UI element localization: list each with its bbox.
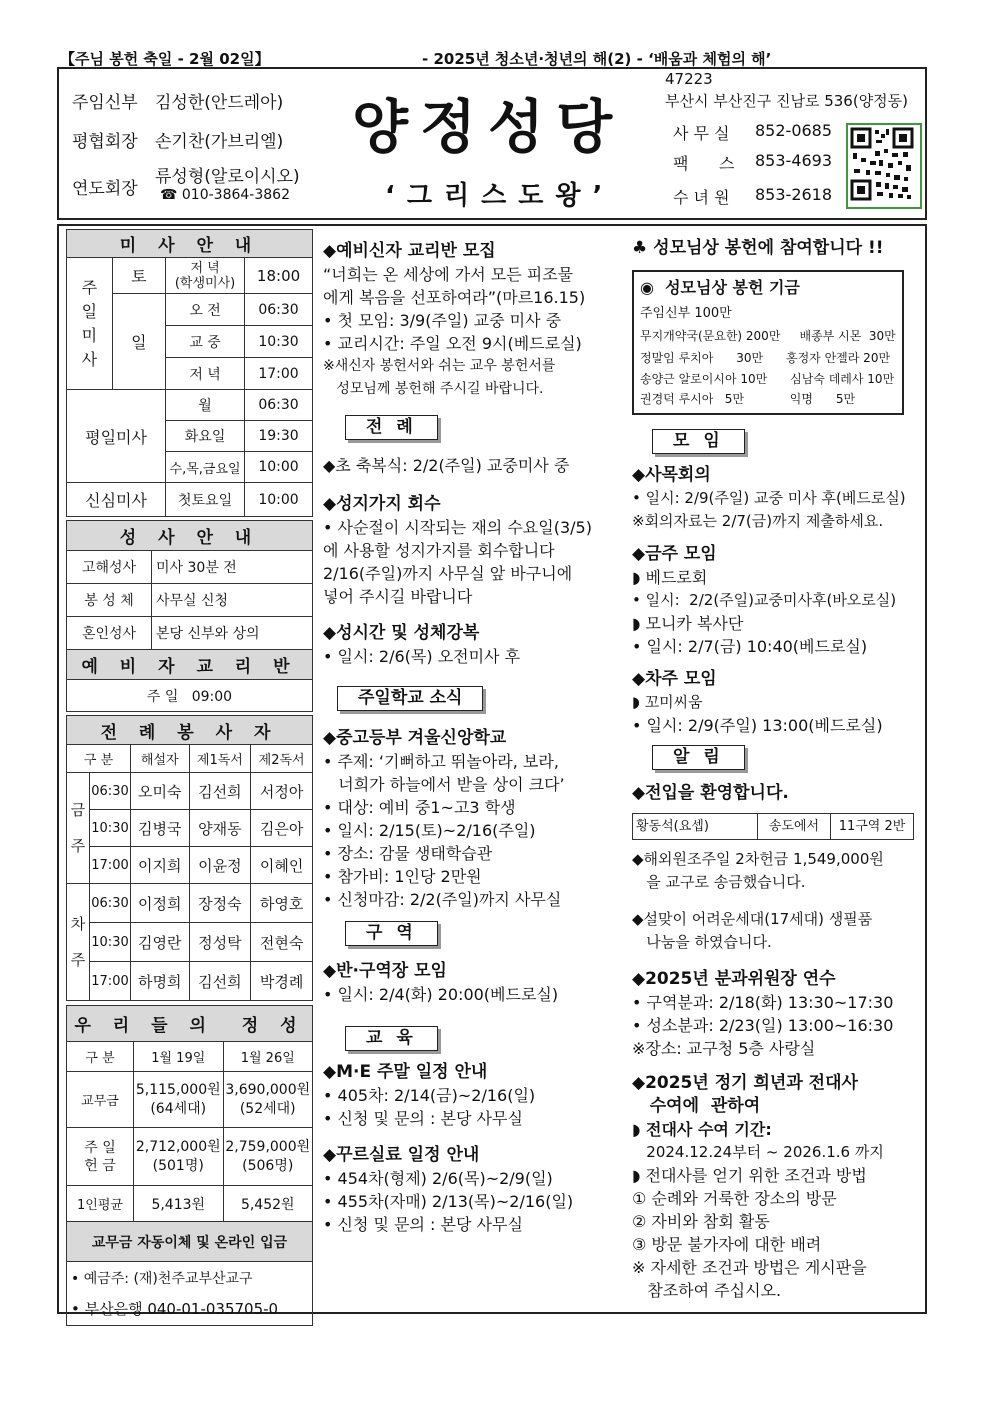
text-line: • 일시: 2/6(목) 오전미사 후 [323,647,521,666]
yeondo-name: 류성형(알로이시오) [155,167,300,187]
server-time: 06:30 [90,773,131,810]
welcome-cell: 11구역 2반 [831,814,914,840]
commentator: 이지희 [131,847,190,884]
donor-line: 정말임 루치아 30만 홍정자 안젤라 20만 [640,351,891,365]
weekday-time: 06:30 [245,390,313,421]
reader-2: 김은아 [251,810,313,847]
commentator: 하명희 [131,962,190,1001]
feast-date: 【주님 봉헌 축일 - 2월 02일】 [60,50,270,68]
welcome-table [632,813,914,840]
council-name: 손기찬(가브리엘) [155,132,284,152]
text-line: • 일시: 2/9(주일) 13:00(베드로실) [632,716,883,735]
offering-value: 2,759,000원 (506명) [223,1128,313,1186]
text-line: ◆해외원조주일 2차헌금 1,549,000원 [632,850,884,868]
text-line: ◆설맞이 어려운세대(17세대) 생필품 [632,910,873,928]
fund-title: ◉ 성모님상 봉헌 기금 [640,278,800,297]
text-line: • 성소분과: 2/23(일) 13:00~16:30 [632,1016,894,1035]
server-time: 10:30 [90,923,131,962]
weekday-time: 10:00 [245,452,313,483]
text-line: • 일시: 2/15(토)~2/16(주일) [323,821,536,840]
sacrament-kind: 혼인성사 [67,617,152,650]
catechumen-title: ◆예비신자 교리반 모집 [323,241,496,261]
offering-value: 2,712,000원 (501명) [134,1128,224,1186]
offering-col: 1월 26일 [223,1042,313,1072]
offering-heading: 우 리 들 의 정 성 [67,1006,313,1042]
week-label: 금 주 [67,773,90,884]
welcome-cell: 황동석(요셉) [633,814,758,840]
text-line: 에 사용할 성지가지를 회수합니다 [323,541,555,560]
pastoral-title: ◆사목회의 [632,465,711,485]
winter-school-title: ◆중고등부 겨울신앙학교 [323,728,507,748]
donor-line: 주임신부 100만 [640,306,732,321]
text-line: • 455차(자매) 2/13(목)~2/16(일) [323,1192,574,1211]
sacrament-table [66,520,313,712]
year-theme: - 2025년 청소년·청년의 해(2) - ‘배움과 체험의 해’ [422,50,772,68]
postcode: 47223 [665,70,713,88]
sun-time: 10:30 [245,326,313,358]
servers-col: 제2독서 [251,745,313,773]
text-line: ② 자비와 참회 활동 [632,1212,770,1231]
reader-1: 정성탁 [189,923,251,962]
text-line: ※회의자료는 2/7(금)까지 제출하세요. [632,512,884,530]
cursillo-title: ◆꾸르실료 일정 안내 [323,1145,480,1165]
commentator: 이정희 [131,884,190,923]
qr-code-icon[interactable] [846,123,922,209]
reader-1: 양재동 [189,810,251,847]
devotion-kind: 첫토요일 [166,483,245,517]
mass-table [66,229,313,517]
fund-box [632,270,904,415]
commentator: 오미숙 [131,773,190,810]
offering-kind: 1인평균 [67,1186,134,1222]
sat-kind: 저 녁 (학생미사) [166,258,245,294]
servers-col: 구 분 [67,745,131,773]
reader-2: 박경례 [251,962,313,1001]
notice-label: 알 림 [652,745,745,770]
middle-column [323,240,618,1236]
sacrament-value: 본당 신부와 상의 [152,617,313,650]
sun-kind: 교 중 [166,326,245,358]
offering-value: 5,413원 [134,1186,224,1222]
server-time: 06:30 [90,884,131,923]
holy-hour-title: ◆성시간 및 성체강복 [323,623,480,643]
sacrament-heading: 성 사 안 내 [67,521,313,551]
pastor-name: 김성한(안드레아) [155,93,284,113]
text-line: ◗ 모니카 복사단 [632,614,744,633]
meeting-label: 모 임 [652,429,745,454]
commentator: 김영란 [131,923,190,962]
catechumen-time: 주 일 09:00 [67,680,313,712]
yeondo-label: 연도회장 [72,179,138,199]
district-label: 구 역 [345,921,438,946]
convent-label: 수 녀 원 [673,188,730,207]
offering-table [66,1005,313,1326]
council-label: 평협회장 [72,132,138,152]
text-line: • 구역분과: 2/18(화) 13:30~17:30 [632,993,894,1012]
sun-label: 일 [112,294,165,390]
server-time: 17:00 [90,962,131,1001]
weekday-kind: 수,목,금요일 [166,452,245,483]
devotion-mass-label: 신심미사 [67,483,166,517]
reader-1: 장정숙 [189,884,251,923]
servers-col: 제1독서 [189,745,251,773]
sacrament-kind: 고해성사 [67,551,152,584]
text-line: 2/16(주일)까지 사무실 앞 바구니에 [323,564,573,583]
text-line: • 454차(형제) 2/6(목)~2/9(일) [323,1169,553,1188]
yeondo-phone: ☎ 010-3864-3862 [160,187,290,203]
offering-value: 5,115,000원 (64세대) [134,1072,224,1128]
text-line: • 신청 및 문의 : 본당 사무실 [323,1109,523,1128]
sat-label: 토 [112,258,165,294]
text-line: 에게 복음을 선포하여라”(마르16.15) [323,288,586,307]
catechumen-heading: 예 비 자 교 리 반 [67,650,313,680]
sunday-mass-label: 주 일 미 사 [67,258,113,390]
text-line: • 사순절이 시작되는 재의 수요일(3/5) [323,518,592,537]
reader-2: 서정아 [251,773,313,810]
office-label: 사 무 실 [673,124,730,143]
donor-line: 권경덕 루시아 5만 익명 5만 [640,392,856,406]
servers-table [66,715,313,1001]
weekday-mass-label: 평일미사 [67,390,166,483]
offering-value: 5,452원 [223,1186,313,1222]
reader-2: 전현숙 [251,923,313,962]
office-phone: 852-0685 [755,121,833,140]
weekday-time: 19:30 [245,421,313,452]
text-line: • 참가비: 1인당 2만원 [323,867,482,886]
parish-subtitle: ‘그리스도왕’ [385,181,615,211]
account-holder: • 예금주: (재)천주교부산교구 [71,1270,253,1287]
text-line: 2024.12.24부터 ~ 2026.1.6 까지 [632,1143,884,1161]
me-title: ◆M·E 주말 일정 안내 [323,1062,488,1082]
text-line: ③ 방문 불가자에 대한 배려 [632,1235,822,1254]
next-meeting-title: ◆차주 모임 [632,669,717,689]
text-line: • 장소: 감물 생태학습관 [323,844,493,863]
devotion-time: 10:00 [245,483,313,517]
parish-title: 양정성당 [352,93,625,161]
server-time: 17:00 [90,847,131,884]
text-line: 참조하여 주십시오. [632,1281,782,1300]
offering-kind: 주 일 헌 금 [67,1128,134,1186]
transfer-heading: 교무금 자동이체 및 온라인 입금 [67,1222,313,1262]
sacrament-value: 미사 30분 전 [152,551,313,584]
sacrament-kind: 봉 성 체 [67,584,152,617]
offering-col: 1월 19일 [134,1042,224,1072]
offering-kind: 교무금 [67,1072,134,1128]
text-line: • 대상: 예비 중1~고3 학생 [323,798,516,817]
server-time: 10:30 [90,810,131,847]
text-line: ◗ 꼬미씨움 [632,693,703,711]
text-line: 나눔을 하였습니다. [632,933,772,951]
jubilee-title-2: 수여에 관하여 [632,1096,761,1116]
seminar-title: ◆2025년 분과위원장 연수 [632,969,836,989]
text-line: ① 순례와 거룩한 장소의 방문 [632,1189,837,1208]
text-line: • 신청마감: 2/2(주일)까지 사무실 [323,890,562,909]
fax-label: 팩 스 [673,154,735,173]
weekday-kind: 월 [166,390,245,421]
offering-value: 3,690,000원 (52세대) [223,1072,313,1128]
pastor-label: 주임신부 [72,93,138,113]
text-line: 성모님께 봉헌해 주시길 바랍니다. [323,381,544,397]
sun-time: 06:30 [245,294,313,326]
reader-1: 김선희 [189,773,251,810]
sun-kind: 저 녁 [166,358,245,390]
liturgy-label: 전 례 [345,415,438,440]
bank-account[interactable]: • 부산은행 040-01-035705-0 [71,1299,279,1318]
text-line: • 교리시간: 주일 오전 9시(베드로실) [323,334,582,353]
donor-line: 송양근 알로이시아 10만 심남숙 데레사 10만 [640,372,895,386]
text-line: • 일시: 2/9(주일) 교중 미사 후(베드로실) [632,489,906,507]
sun-time: 17:00 [245,358,313,390]
welcome-cell: 송도에서 [758,814,831,840]
reader-1: 김선희 [189,962,251,1001]
text-line: ◗ 전대사를 얻기 위한 조건과 방법 [632,1166,867,1185]
text-line: • 첫 모임: 3/9(주일) 교중 미사 중 [323,311,562,330]
text-line: ※새신자 봉헌서와 쉬는 교우 봉헌서를 [323,358,556,374]
sat-time: 18:00 [245,258,313,294]
sunday-school-label: 주일학교 소식 [337,686,483,711]
servers-heading: 전 례 봉 사 자 [67,716,313,745]
text-line: ◗ 베드로회 [632,568,708,587]
fax-number: 853-4693 [755,151,833,170]
reader-1: 이윤정 [189,847,251,884]
text-line: • 405차: 2/14(금)~2/16(일) [323,1086,536,1105]
text-line: ※ 자세한 조건과 방법은 게시판을 [632,1258,867,1277]
text-line: 너희가 하늘에서 받을 상이 크다’ [323,775,565,794]
sun-kind: 오 전 [166,294,245,326]
welcome-title: ◆전입을 환영합니다. [632,783,789,803]
text-line: 넣어 주시길 바랍니다 [323,587,473,606]
convent-phone: 853-2618 [755,185,833,204]
mass-heading: 미 사 안 내 [67,230,313,258]
weekday-kind: 화요일 [166,421,245,452]
text-line: ※장소: 교구청 5층 사랑실 [632,1039,816,1058]
sacrament-value: 사무실 신청 [152,584,313,617]
palm-title: ◆성지가지 회수 [323,494,441,514]
text-line: ◆초 축복식: 2/2(주일) 교중미사 중 [323,456,570,475]
commentator: 김병국 [131,810,190,847]
education-label: 교 육 [345,1026,438,1051]
donor-line: 무지개약국(문요한) 200만 배종부 시몬 30만 [640,329,896,343]
text-line: • 주제: ‘기뻐하고 뛰놀아라, 보라, [323,752,559,771]
jubilee-title: ◆2025년 정기 희년과 전대사 [632,1073,858,1093]
week-label: 차 주 [67,884,90,1001]
right-column [632,237,917,1302]
offering-col: 구 분 [67,1042,134,1072]
district-title: ◆반·구역장 모임 [323,961,447,981]
reader-2: 하영호 [251,884,313,923]
reader-2: 이혜인 [251,847,313,884]
text-line: 을 교구로 송금했습니다. [632,873,806,891]
text-line: “너희는 온 세상에 가서 모든 피조물 [323,265,574,284]
statue-title: ♣ 성모님상 봉헌에 참여합니다 !! [632,238,884,258]
week-meeting-title: ◆금주 모임 [632,544,717,564]
text-line: • 신청 및 문의 : 본당 사무실 [323,1215,523,1234]
text-line: • 일시: 2/4(화) 20:00(베드로실) [323,985,559,1004]
text-line: • 일시: 2/2(주일)교중미사후(바오로실) [632,591,897,609]
servers-col: 해설자 [131,745,190,773]
text-line: • 일시: 2/7(금) 10:40(베드로실) [632,637,868,656]
address: 부산시 부산진구 진남로 536(양정동) [665,92,909,110]
text-line: ◗ 전대사 수여 기간: [632,1120,772,1139]
